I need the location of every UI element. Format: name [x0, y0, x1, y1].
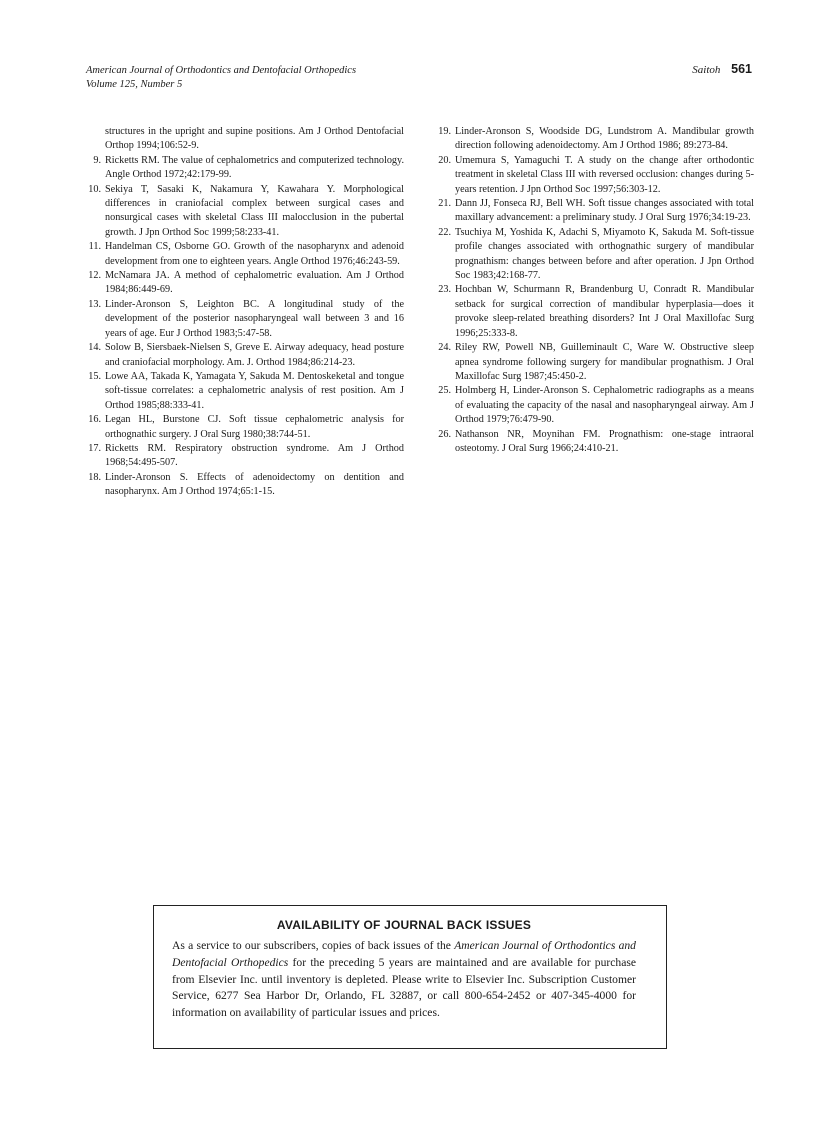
reference-number: 11.	[88, 241, 101, 253]
reference-item	[86, 442, 404, 471]
reference-text: Legan HL, Burstone CJ. Soft tissue cephalometric analysis for orthognathic surgery. J Oral Surg 1980;38:744-51.	[105, 414, 404, 440]
reference-text: McNamara JA. A method of cephalometric evaluation. Am J Orthod 1984;86:449-69.	[105, 270, 404, 296]
reference-text: Lowe AA, Takada K, Yamagata Y, Sakuda M. Dentoskeketal and tongue soft-tissue correlates: a cephalometric analysis of rest position. Am J Orthod 1985;88:333-41.	[105, 370, 404, 411]
reference-text: Holmberg H, Linder-Aronson S. Cephalometric radiographs as a means of evaluating the capacity of the nasal and nasopharyngeal airway. Am J Orthod 1979;76:479-90.	[455, 385, 754, 426]
reference-column-right	[436, 125, 754, 456]
page-header-right	[692, 62, 752, 77]
notice-text-details: for the preceding 5 years are maintained and are available for purchase from Elsevier Inc. until inventory is depleted. Please write to Elsevier Inc. Subscription Customer Service, 6277 Sea Harbor Dr, Orlando, FL 32887, or call 800-654-2452 or 407-345-4000 for information on availability of particular issues and prices.	[172, 955, 637, 1020]
reference-text: Hochban W, Schurmann R, Brandenburg U, Conradt R. Mandibular setback for surgical correction of mandibular hyperplasia—does it provoke sleep-related breathing disorders? Int J Oral Maxillofac Surg 1996;25:333-8.	[455, 284, 754, 339]
reference-item	[86, 183, 404, 241]
reference-text: Handelman CS, Osborne GO. Growth of the nasopharynx and adenoid development from one to eighteen years. Angle Orthod 1976;46:243-59.	[105, 241, 404, 267]
reference-item	[436, 197, 754, 226]
reference-text: Tsuchiya M, Yoshida K, Adachi S, Miyamoto K, Sakuda M. Soft-tissue profile changes associated with orthognathic surgery of mandibular prognathism: changes between before and after operation. J Jpn Orthod Soc 1983;42:168-77.	[455, 226, 754, 282]
reference-text: Ricketts RM. The value of cephalometrics and computerized technology. Angle Orthod 1972;42:179-99.	[105, 154, 404, 181]
reference-item	[86, 413, 404, 442]
reference-item	[436, 283, 754, 341]
reference-text: Riley RW, Powell NB, Guilleminault C, Ware W. Obstructive sleep apnea syndrome following surgery for mandibular prognathism. J Oral Maxillofac Surg 1987;45:450-2.	[455, 342, 754, 382]
reference-number: 16.	[88, 414, 101, 426]
reference-number: 26.	[438, 428, 451, 440]
reference-text: Linder-Aronson S, Woodside DG, Lundstrom A. Mandibular growth direction following adenoidectomy. Am J Orthod 1986; 89:273-84.	[455, 126, 754, 152]
back-issues-notice-box	[153, 905, 667, 1049]
reference-number: 9.	[93, 154, 101, 166]
reference-number: 12.	[88, 270, 101, 282]
running-header	[86, 64, 356, 92]
reference-item	[86, 298, 404, 341]
reference-text: Nathanson NR, Moynihan FM. Prognathism: one-stage intraoral osteotomy. J Oral Surg 1966;24:410-21.	[455, 428, 754, 454]
reference-item	[86, 471, 404, 500]
reference-text: Linder-Aronson S, Leighton BC. A longitudinal study of the development of the posterior nasopharyngeal wall between 3 and 16 years of age. Eur J Orthod 1983;5:47-58.	[105, 298, 404, 339]
reference-number: 14.	[88, 342, 101, 354]
notice-title: AVAILABILITY OF JOURNAL BACK ISSUES	[276, 918, 532, 932]
reference-text: structures in the upright and supine positions. Am J Orthod Dentofacial Orthop 1994;106:52-9.	[105, 126, 404, 152]
reference-continuation	[86, 125, 404, 154]
reference-item	[86, 154, 404, 183]
reference-item	[86, 370, 404, 413]
reference-text: Solow B, Siersbaek-Nielsen S, Greve E. Airway adequacy, head posture and craniofacial morphology. Am. J. Orthod 1984;86:214-23.	[105, 342, 404, 368]
reference-item	[436, 384, 754, 427]
reference-number: 18.	[88, 471, 101, 483]
running-author: Saitoh	[692, 64, 721, 76]
notice-journal-name: American Journal of Orthodontics and Dentofacial Orthopedics	[172, 939, 636, 969]
reference-item	[436, 226, 754, 284]
reference-number: 25.	[438, 385, 451, 397]
reference-text: Linder-Aronson S. Effects of adenoidectomy on dentition and nasopharynx. Am J Orthod 1974;65:1-15.	[105, 471, 404, 498]
reference-number: 21.	[438, 198, 451, 210]
journal-title: American Journal of Orthodontics and Dentofacial Orthopedics	[86, 65, 357, 76]
reference-item	[436, 341, 754, 384]
reference-text: Umemura S, Yamaguchi T. A study on the change after orthodontic treatment in skeletal Class III with reversed occlusion: changes during 5-years retention. J Jpn Orthod Soc 1997;56:303-12.	[455, 154, 754, 195]
reference-item	[86, 341, 404, 370]
reference-column-left	[86, 125, 404, 500]
reference-number: 20.	[438, 154, 451, 166]
reference-number: 10.	[88, 183, 101, 195]
journal-volume: Volume 125, Number 5	[86, 79, 183, 90]
reference-item	[86, 240, 404, 269]
page-number: 561	[731, 62, 752, 76]
reference-number: 19.	[438, 126, 451, 137]
reference-item	[86, 269, 404, 298]
notice-text-intro: As a service to our subscribers, copies of back issues of the	[172, 939, 455, 952]
reference-item	[436, 125, 754, 154]
reference-text: Dann JJ, Fonseca RJ, Bell WH. Soft tissue changes associated with total maxillary advancement: a preliminary study. J Oral Surg 1976;34:19-23.	[455, 198, 754, 224]
reference-number: 17.	[88, 442, 101, 454]
notice-body	[172, 938, 636, 1022]
reference-number: 22.	[438, 226, 451, 238]
reference-item	[436, 428, 754, 457]
reference-number: 24.	[438, 342, 451, 354]
reference-number: 15.	[88, 370, 101, 382]
reference-number: 13.	[88, 298, 101, 310]
reference-text: Ricketts RM. Respiratory obstruction syndrome. Am J Orthod 1968;54:495-507.	[105, 442, 404, 469]
reference-text: Sekiya T, Sasaki K, Nakamura Y, Kawahara Y. Morphological differences in craniofacial complex between surgical cases and nonsurgical cases with skeletal Class III malocclusion in the pubertal growth. J Jpn Orthod Soc 1999;58:233-41.	[105, 183, 404, 238]
reference-number: 23.	[438, 284, 451, 296]
reference-item	[436, 154, 754, 197]
